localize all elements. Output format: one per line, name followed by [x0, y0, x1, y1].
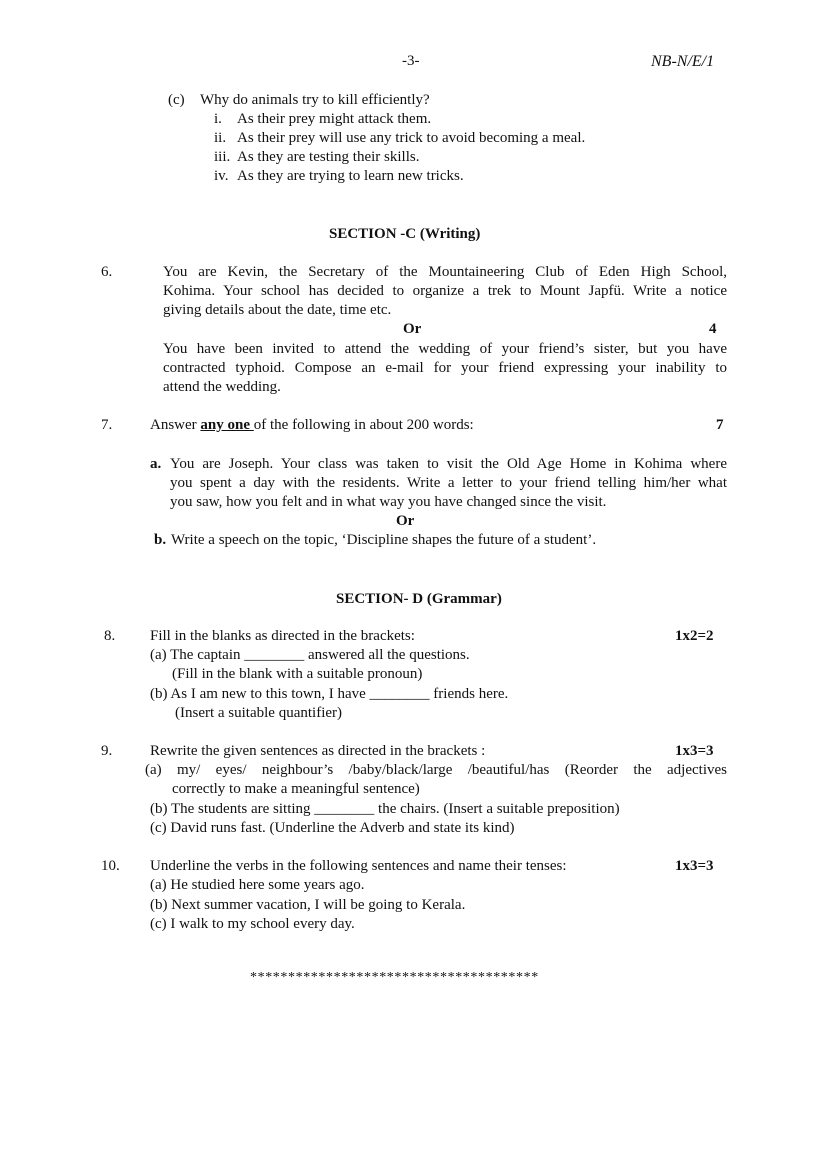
q7-stem	[150, 416, 474, 435]
q5c-option-text: As they are testing their skills.	[237, 149, 420, 165]
q5c-label: (c)	[168, 92, 185, 108]
q7-b-label: b.	[154, 532, 167, 548]
q8-stem: Fill in the blanks as directed in the brackets:	[150, 628, 415, 644]
q9-a-line: correctly to make a meaningful sentence)	[172, 781, 420, 797]
q8-b-note: (Insert a suitable quantifier)	[175, 705, 343, 721]
q7-stem-prefix: Answer	[150, 417, 201, 433]
q6-a-line: giving details about the date, time etc.	[163, 302, 392, 318]
q7-a-line: you saw, how you felt and in what way you have changed since the visit.	[170, 494, 607, 510]
q7-stem-suffix: of the following in about 200 words:	[253, 417, 474, 433]
q7-a-label: a.	[150, 456, 162, 472]
q10-stem: Underline the verbs in the following sentences and name their tenses:	[150, 858, 567, 874]
q10-c: (c) I walk to my school every day.	[150, 916, 355, 932]
q7-stem-emphasis: any one	[200, 417, 254, 433]
q6-b-line: attend the wedding.	[163, 379, 281, 395]
q9-stem: Rewrite the given sentences as directed in the brackets :	[150, 743, 486, 759]
q9-marks: 1x3=3	[675, 743, 714, 759]
q6-a-line: You are Kevin, the Secretary of the Mountaineering Club of Eden High School,	[163, 264, 727, 280]
paper-code: NB-N/E/1	[651, 53, 715, 70]
q8-b: (b) As I am new to this town, I have ________ friends here.	[150, 686, 509, 702]
q5c-option-num: iii.	[214, 149, 231, 165]
q8-a: (a) The captain ________ answered all the questions.	[150, 647, 470, 663]
q7-a-line: You are Joseph. Your class was taken to visit the Old Age Home in Kohima where	[170, 456, 727, 472]
section-d-title: SECTION- D (Grammar)	[336, 591, 502, 607]
q7-b-text: Write a speech on the topic, ‘Discipline shapes the future of a student’.	[171, 532, 597, 548]
q5c-option-text: As their prey will use any trick to avoid becoming a meal.	[237, 130, 586, 146]
q7-marks: 7	[716, 417, 724, 433]
q6-marks: 4	[709, 321, 717, 337]
q6-a-line: Kohima. Your school has decided to organize a trek to Mount Japfü. Write a notice	[163, 283, 727, 299]
q5c-option-text: As their prey might attack them.	[237, 111, 432, 127]
q8-a-note: (Fill in the blank with a suitable pronoun)	[172, 666, 423, 682]
q10-number: 10.	[101, 858, 120, 874]
q7-a-line: you spent a day with the residents. Write a letter to your friend telling him/her what	[170, 475, 727, 491]
q10-b: (b) Next summer vacation, I will be going to Kerala.	[150, 897, 466, 913]
q6-or: Or	[403, 321, 422, 337]
q5c-option-text: As they are trying to learn new tricks.	[237, 168, 464, 184]
q6-b-line: You have been invited to attend the wedding of your friend’s sister, but you have	[163, 341, 727, 357]
q9-number: 9.	[101, 743, 113, 759]
q5c-option-num: ii.	[214, 130, 227, 146]
q6-number: 6.	[101, 264, 113, 280]
q8-number: 8.	[104, 628, 116, 644]
end-of-paper-stars: **************************************	[250, 970, 539, 985]
q5c-question: Why do animals try to kill efficiently?	[200, 92, 430, 108]
q8-marks: 1x2=2	[675, 628, 714, 644]
q6-b-line: contracted typhoid. Compose an e-mail for your friend expressing your inability to	[163, 360, 727, 376]
q5c-option-num: iv.	[214, 168, 229, 184]
q9-a-line: (a) my/ eyes/ neighbour’s /baby/black/large /beautiful/has (Reorder the adjectives	[145, 762, 727, 778]
q10-a: (a) He studied here some years ago.	[150, 877, 365, 893]
q10-marks: 1x3=3	[675, 858, 714, 874]
q9-b: (b) The students are sitting ________ the chairs. (Insert a suitable preposition)	[150, 801, 620, 817]
page-number: -3-	[402, 53, 420, 69]
section-c-title: SECTION -C (Writing)	[329, 226, 481, 242]
q5c-option-num: i.	[214, 111, 222, 127]
q9-c: (c) David runs fast. (Underline the Adverb and state its kind)	[150, 820, 515, 836]
q7-or: Or	[396, 513, 415, 529]
q7-number: 7.	[101, 417, 113, 433]
